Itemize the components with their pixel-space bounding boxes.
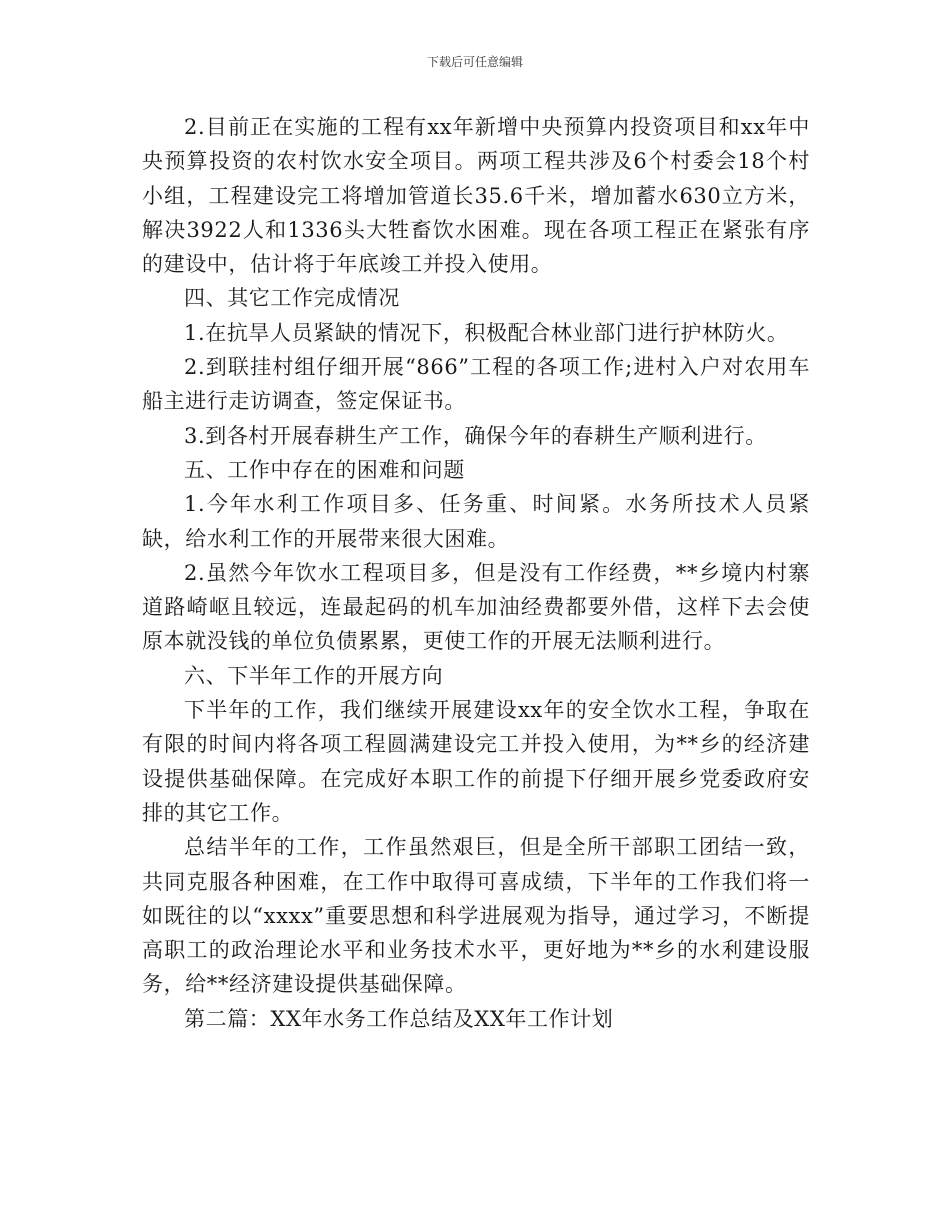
paragraph-866-project: 2.到联挂村组仔细开展“866”工程的各项工作;进村入户对农用车船主进行走访调查，签定保证书。 <box>142 355 810 414</box>
section-heading-second-half-direction: 六、下半年工作的开展方向 <box>184 663 444 688</box>
section-heading-difficulties: 五、工作中存在的困难和问题 <box>184 457 465 482</box>
paragraph-staff-shortage: 1.今年水利工作项目多、任务重、时间紧。水务所技术人员紧缺，给水利工作的开展带来很大困难。 <box>142 492 810 551</box>
paragraph-ongoing-projects: 2.目前正在实施的工程有xx年新增中央预算内投资项目和xx年中央预算投资的农村饮水安全项目。两项工程共涉及6个村委会18个村小组，工程建设完工将增加管道长35.6千米，增加蓄水630立方米，解决3922人和1336头大牲畜饮水困难。现在各项工程正在紧张有序的建设中，估计将于年底竣工并投入使用。 <box>142 115 810 277</box>
paragraph-forest-fire-prevention: 1.在抗旱人员紧缺的情况下，积极配合林业部门进行护林防火。 <box>184 320 789 345</box>
paragraph-second-half-plan: 下半年的工作，我们继续开展建设xx年的安全饮水工程，争取在有限的时间内将各项工程圆满建设完工并投入使用，为**乡的经济建设提供基础保障。在完成好本职工作的前提下仔细开展乡党委政府安排的其它工作。 <box>142 698 810 825</box>
section-heading-part-two: 第二篇：XX年水务工作总结及XX年工作计划 <box>184 1006 614 1031</box>
document-body <box>142 110 810 1036</box>
section-heading-other-work: 四、其它工作完成情况 <box>184 286 400 311</box>
paragraph-summary: 总结半年的工作，工作虽然艰巨，但是全所干部职工团结一致，共同克服各种困难，在工作中取得可喜成绩，下半年的工作我们将一如既往的以“xxxx”重要思想和科学进展观为指导，通过学习，不断提高职工的政治理论水平和业务技术水平，更好地为**乡的水利建设服务，给**经济建设提供基础保障。 <box>142 835 810 997</box>
paragraph-funding-shortage: 2.虽然今年饮水工程项目多，但是没有工作经费，**乡境内村寨道路崎岖且较远，连最起码的机车加油经费都要外借，这样下去会使原本就没钱的单位负债累累，更使工作的开展无法顺利进行。 <box>142 560 810 654</box>
paragraph-spring-plowing: 3.到各村开展春耕生产工作，确保今年的春耕生产顺利进行。 <box>184 423 767 448</box>
page-header: 下载后可任意编辑 <box>426 55 523 69</box>
